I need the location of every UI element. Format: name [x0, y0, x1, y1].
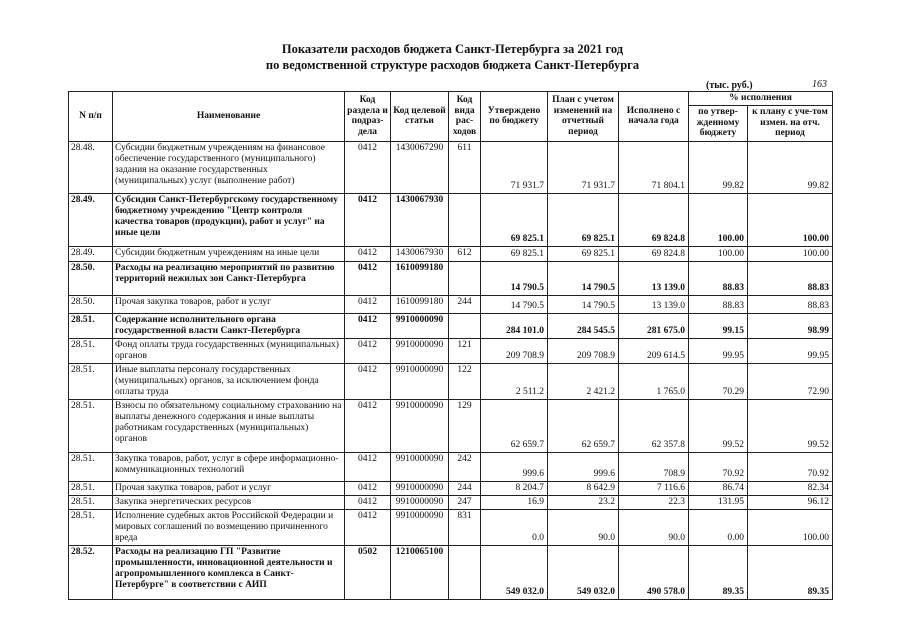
- row-approved: 69 825.1: [481, 246, 548, 261]
- row-pct-approved: 99.82: [689, 141, 748, 193]
- row-expense-type: [449, 193, 481, 246]
- row-number: 28.48.: [69, 141, 113, 193]
- row-approved: 14 790.5: [481, 295, 548, 313]
- row-name: Прочая закупка товаров, работ и услуг: [113, 295, 345, 313]
- row-pct-approved: 100.00: [689, 246, 748, 261]
- row-plan: 71 931.7: [548, 141, 619, 193]
- row-number: 28.49.: [69, 246, 113, 261]
- row-section-code: 0412: [345, 141, 391, 193]
- row-pct-plan: 100.00: [748, 509, 833, 545]
- table-row: [69, 509, 833, 545]
- table-row: [69, 399, 833, 452]
- row-approved: 16.9: [481, 495, 548, 509]
- expenditure-table: [68, 91, 833, 600]
- row-name: Субсидия Санкт-Петербургскому государственному бюджетному учреждению "Центр контроля качества товаров (продукции), работ и услуг" на иные цели: [113, 193, 345, 246]
- row-plan: 69 825.1: [548, 246, 619, 261]
- row-executed: 62 357.8: [619, 399, 689, 452]
- row-target-code: 1430067930: [391, 246, 449, 261]
- row-plan: 62 659.7: [548, 399, 619, 452]
- row-section-code: 0412: [345, 452, 391, 481]
- row-plan: 209 708.9: [548, 338, 619, 363]
- row-approved: 8 204.7: [481, 481, 548, 495]
- row-name: Исполнение судебных актов Российской Федерации и мировых соглашений по возмещению причиненного вреда: [113, 509, 345, 545]
- header-executed: Исполнено с начала года: [619, 92, 689, 142]
- row-pct-approved: 0.00: [689, 509, 748, 545]
- row-plan: 284 545.5: [548, 313, 619, 338]
- row-approved: 69 825.1: [481, 193, 548, 246]
- row-pct-approved: 99.15: [689, 313, 748, 338]
- header-approved: Утверждено по бюджету: [481, 92, 548, 142]
- row-pct-approved: 99.95: [689, 338, 748, 363]
- table-row: [69, 295, 833, 313]
- row-plan: 69 825.1: [548, 193, 619, 246]
- row-expense-type: 122: [449, 363, 481, 399]
- row-expense-type: 831: [449, 509, 481, 545]
- row-number: 28.49.: [69, 193, 113, 246]
- row-executed: 490 578.0: [619, 545, 689, 599]
- header-name: Наименование: [113, 92, 345, 142]
- table-row: [69, 246, 833, 261]
- row-expense-type: 612: [449, 246, 481, 261]
- row-name: Расходы на реализацию ГП "Развитие промышленности, инновационной деятельности и агропромышленного комплекса в Санкт-Петербурге" в соответствии с АИП: [113, 545, 345, 599]
- row-number: 28.51.: [69, 338, 113, 363]
- row-expense-type: 247: [449, 495, 481, 509]
- row-approved: 14 790.5: [481, 261, 548, 295]
- row-name: Расходы на реализацию мероприятий по развитию территорий нежилых зон Санкт-Петербурга: [113, 261, 345, 295]
- row-plan: 999.6: [548, 452, 619, 481]
- row-plan: 2 421.2: [548, 363, 619, 399]
- table-row: [69, 261, 833, 295]
- table-row: [69, 495, 833, 509]
- row-pct-plan: 89.35: [748, 545, 833, 599]
- row-pct-plan: 99.52: [748, 399, 833, 452]
- row-approved: 2 511.2: [481, 363, 548, 399]
- row-pct-plan: 99.82: [748, 141, 833, 193]
- row-approved: 284 101.0: [481, 313, 548, 338]
- row-executed: 7 116.6: [619, 481, 689, 495]
- header-type: Код вида рас-ходов: [449, 92, 481, 142]
- row-executed: 13 139.0: [619, 261, 689, 295]
- row-pct-approved: 88.83: [689, 295, 748, 313]
- row-plan: 23.2: [548, 495, 619, 509]
- table-row: [69, 363, 833, 399]
- row-section-code: 0412: [345, 338, 391, 363]
- table-row: [69, 141, 833, 193]
- row-section-code: 0412: [345, 399, 391, 452]
- row-plan: 8 642.9: [548, 481, 619, 495]
- row-number: 28.51.: [69, 495, 113, 509]
- row-target-code: 9910000090: [391, 509, 449, 545]
- row-executed: 281 675.0: [619, 313, 689, 338]
- table-row: [69, 452, 833, 481]
- row-pct-plan: 96.12: [748, 495, 833, 509]
- row-expense-type: [449, 313, 481, 338]
- row-pct-approved: 70.29: [689, 363, 748, 399]
- row-name: Прочая закупка товаров, работ и услуг: [113, 481, 345, 495]
- row-number: 28.50.: [69, 261, 113, 295]
- document-subtitle: по ведомственной структуре расходов бюджета Санкт-Петербурга: [265, 58, 640, 72]
- row-approved: 71 931.7: [481, 141, 548, 193]
- row-executed: 69 824.8: [619, 193, 689, 246]
- row-target-code: 1210065100: [391, 545, 449, 599]
- table-row: [69, 338, 833, 363]
- table-row: [69, 313, 833, 338]
- row-approved: 209 708.9: [481, 338, 548, 363]
- row-target-code: 9910000090: [391, 399, 449, 452]
- row-target-code: 1430067290: [391, 141, 449, 193]
- row-expense-type: [449, 545, 481, 599]
- row-pct-plan: 88.83: [748, 261, 833, 295]
- row-expense-type: [449, 261, 481, 295]
- row-expense-type: 611: [449, 141, 481, 193]
- row-name: Иные выплаты персоналу государственных (муниципальных) органов, за исключением фонда оплаты труда: [113, 363, 345, 399]
- row-pct-plan: 70.92: [748, 452, 833, 481]
- row-executed: 22.3: [619, 495, 689, 509]
- row-expense-type: 242: [449, 452, 481, 481]
- row-plan: 14 790.5: [548, 261, 619, 295]
- row-pct-approved: 89.35: [689, 545, 748, 599]
- row-plan: 90.0: [548, 509, 619, 545]
- row-executed: 209 614.5: [619, 338, 689, 363]
- row-name: Фонд оплаты труда государственных (муниципальных) органов: [113, 338, 345, 363]
- row-target-code: 1430067930: [391, 193, 449, 246]
- row-pct-plan: 98.99: [748, 313, 833, 338]
- row-expense-type: 244: [449, 295, 481, 313]
- row-pct-approved: 99.52: [689, 399, 748, 452]
- row-target-code: 9910000090: [391, 363, 449, 399]
- row-pct-approved: 100.00: [689, 193, 748, 246]
- header-num: N п/п: [69, 92, 113, 142]
- row-target-code: 9910000090: [391, 313, 449, 338]
- header-plan: План с учетом изменений на отчетный период: [548, 92, 619, 142]
- row-expense-type: 129: [449, 399, 481, 452]
- row-target-code: 9910000090: [391, 481, 449, 495]
- row-pct-plan: 82.34: [748, 481, 833, 495]
- row-section-code: 0412: [345, 481, 391, 495]
- row-section-code: 0502: [345, 545, 391, 599]
- row-plan: 14 790.5: [548, 295, 619, 313]
- table-body: [69, 141, 833, 599]
- row-section-code: 0412: [345, 363, 391, 399]
- row-pct-plan: 100.00: [748, 246, 833, 261]
- row-pct-plan: 72.90: [748, 363, 833, 399]
- row-target-code: 1610099180: [391, 295, 449, 313]
- row-pct-approved: 70.92: [689, 452, 748, 481]
- row-target-code: 9910000090: [391, 338, 449, 363]
- header-pct-plan: к плану с уче-том измен. на отч. период: [748, 105, 833, 141]
- row-name: Закупка энергетических ресурсов: [113, 495, 345, 509]
- row-approved: 62 659.7: [481, 399, 548, 452]
- row-number: 28.51.: [69, 481, 113, 495]
- row-section-code: 0412: [345, 509, 391, 545]
- row-target-code: 9910000090: [391, 452, 449, 481]
- table-row: [69, 481, 833, 495]
- row-approved: 999.6: [481, 452, 548, 481]
- row-pct-approved: 86.74: [689, 481, 748, 495]
- row-approved: 0.0: [481, 509, 548, 545]
- row-section-code: 0412: [345, 295, 391, 313]
- row-executed: 708.9: [619, 452, 689, 481]
- row-expense-type: 121: [449, 338, 481, 363]
- header-section: Код раздела и подраз-дела: [345, 92, 391, 142]
- row-pct-approved: 88.83: [689, 261, 748, 295]
- row-expense-type: 244: [449, 481, 481, 495]
- row-executed: 90.0: [619, 509, 689, 545]
- row-section-code: 0412: [345, 246, 391, 261]
- row-plan: 549 032.0: [548, 545, 619, 599]
- row-number: 28.52.: [69, 545, 113, 599]
- row-number: 28.51.: [69, 363, 113, 399]
- row-section-code: 0412: [345, 193, 391, 246]
- table-row: [69, 193, 833, 246]
- row-approved: 549 032.0: [481, 545, 548, 599]
- row-pct-plan: 88.83: [748, 295, 833, 313]
- row-name: Субсидии бюджетным учреждениям на финансовое обеспечение государственного (муниципального) задания на оказание государственных (муниципальных) услуг (выполнение работ): [113, 141, 345, 193]
- units-label: (тыс. руб.): [706, 80, 753, 91]
- row-pct-plan: 100.00: [748, 193, 833, 246]
- row-section-code: 0412: [345, 495, 391, 509]
- row-number: 28.50.: [69, 295, 113, 313]
- row-pct-plan: 99.95: [748, 338, 833, 363]
- page-number: 163: [812, 79, 827, 90]
- row-executed: 13 139.0: [619, 295, 689, 313]
- row-number: 28.51.: [69, 313, 113, 338]
- row-section-code: 0412: [345, 261, 391, 295]
- header-target: Код целевой статьи: [391, 92, 449, 142]
- row-number: 28.51.: [69, 452, 113, 481]
- header-percent-group: % исполнения: [689, 92, 833, 106]
- header-pct-approved: по утвер-жденному бюджету: [689, 105, 748, 141]
- row-executed: 71 804.1: [619, 141, 689, 193]
- row-name: Субсидии бюджетным учреждениям на иные цели: [113, 246, 345, 261]
- row-executed: 69 824.8: [619, 246, 689, 261]
- row-number: 28.51.: [69, 509, 113, 545]
- row-name: Взносы по обязательному социальному страхованию на выплаты денежного содержания и иные выплаты работникам государственных (муниципальных) органов: [113, 399, 345, 452]
- row-name: Закупка товаров, работ, услуг в сфере информационно-коммуникационных технологий: [113, 452, 345, 481]
- row-section-code: 0412: [345, 313, 391, 338]
- row-target-code: 1610099180: [391, 261, 449, 295]
- row-executed: 1 765.0: [619, 363, 689, 399]
- row-number: 28.51.: [69, 399, 113, 452]
- table-row: [69, 545, 833, 599]
- row-target-code: 9910000090: [391, 495, 449, 509]
- row-name: Содержание исполнительного органа государственной власти Санкт-Петербурга: [113, 313, 345, 338]
- document-title: Показатели расходов бюджета Санкт-Петербурга за 2021 год: [281, 42, 624, 56]
- row-pct-approved: 131.95: [689, 495, 748, 509]
